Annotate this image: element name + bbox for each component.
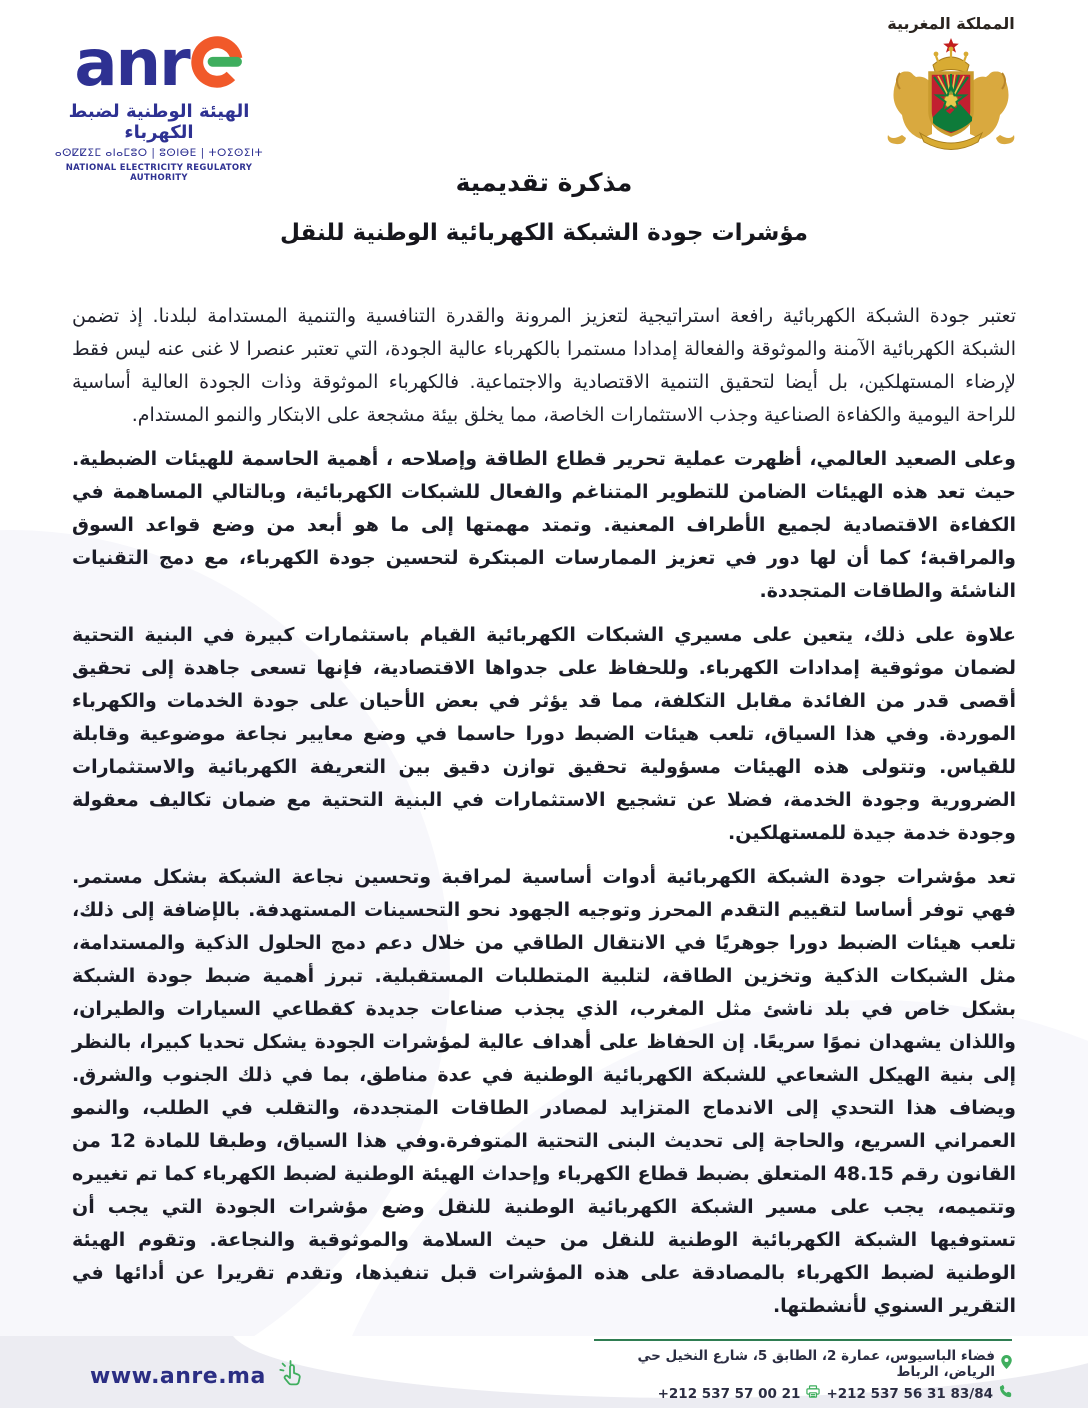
website-link[interactable]: www.anre.ma	[90, 1363, 266, 1389]
anre-wordmark	[54, 28, 264, 99]
footer-divider	[594, 1339, 1012, 1341]
phone-number: +212 537 56 31 83/84	[826, 1385, 993, 1402]
location-pin-icon	[1001, 1355, 1012, 1373]
anre-logo	[54, 28, 264, 183]
fax-number: +212 537 57 00 21	[657, 1385, 801, 1402]
click-hand-icon	[278, 1360, 306, 1392]
morocco-coat-of-arms-icon	[876, 138, 1026, 157]
footer-contact-block	[594, 1339, 1012, 1402]
logo-english-name: NATIONAL ELECTRICITY REGULATORY AUTHORITY	[65, 163, 253, 183]
page-title: مذكرة تقديمية	[455, 168, 633, 197]
paragraph-3: علاوة على ذلك، يتعين على مسيري الشبكات الكهربائية القيام باستثمارات كبيرة في البنية التحتية لضمان موثوقية إمدادات الكهرباء. وللحفاظ على جدواها الاقتصادية، فإنها تسعى جاهدة إلى تحقيق أقصى قدر من الفائدة مقابل التكلفة، مما قد يؤثر في بعض الأحيان على جودة الخدمات والكهرباء الموردة. وفي هذا السياق، تلعب هيئات الضبط دورا حاسما في وضع معايير نجاعة موضوعية وقابلة للقياس. وتتولى هذه الهيئات مسؤولية تحقيق توازن دقيق بين التعريفة الكهربائية والاستثمارات الضرورية وجودة الخدمة، فضلا عن تشجيع الاستثمارات في البنية التحتية مع ضمان تكاليف معقولة وجودة خدمة جيدة للمستهلكين.	[72, 624, 1016, 844]
wordmark-letters: anr	[74, 26, 189, 101]
fax-printer-icon	[806, 1385, 820, 1402]
address-line	[594, 1348, 1012, 1380]
phone-icon	[999, 1385, 1012, 1402]
logo-tifinagh-name: ⴰⵙⵇⵇⵉⵎ ⴰⵏⴰⵎⵓⵔ | ⵓⵙⵏⴱⴹ | ⵜⵔⵉⵙⵉⵏⵜ	[54, 147, 264, 159]
paragraph-4: تعد مؤشرات جودة الشبكة الكهربائية أدوات أساسية لمراقبة وتحسين نجاعة الشبكة بشكل مستمر. فهي توفر أساسا لتقييم التقدم المحرز وتوجيه الجهود نحو التحسينات المستهدفة. بالإضافة إلى ذلك، تلعب هيئات الضبط دورا جوهريًا في الانتقال الطاقي من خلال دعم دمج الحلول الذكية والمستدامة، مثل الشبكات الذكية وتخزين الطاقة، لتلبية المتطلبات المستقبلية. تبرز أهمية ضبط جودة الشبكة بشكل خاص في بلد ناشئ مثل المغرب، الذي يجذب صناعات جديدة كقطاعي السيارات والطيران، واللذان يشهدان نموًا سريعًا. إن الحفاظ على أهداف عالية لمؤشرات الجودة يشكل تحديا كبيرا، بالنظر إلى بنية الهيكل الشعاعي للشبكة الكهربائية الوطنية في عدة مناطق، بما في ذلك الجنوب والشرق. ويضاف هذا التحدي إلى الاندماج المتزايد لمصادر الطاقات المتجددة، والتقلب في الطلب، والنمو العمراني السريع، والحاجة إلى تحديث البنى التحتية المتوفرة.وفي هذا السياق، وطبقا للمادة 12 من القانون رقم 48.15 المتعلق بضبط قطاع الكهرباء وإحداث الهيئة الوطنية لضبط الكهرباء كما تم تغييره وتتميمه، يجب على مسير الشبكة الكهربائية الوطنية للنقل وضع مؤشرات الجودة التي يجب أن تستوفيها الشبكة الكهربائية الوطنية للنقل من حيث السلامة والموثوقية والنجاعة. وتقوم الهيئة الوطنية لضبط الكهرباء بالمصادقة على هذه المؤشرات قبل تنفيذها، وتقدم تقريرا عن أدائها في التقرير السنوي لأنشطتها.	[72, 866, 1016, 1317]
paragraph-1: تعتبر جودة الشبكة الكهربائية رافعة استراتيجية لتعزيز المرونة والقدرة التنافسية والتنمية المستدامة لبلدنا. إذ تضمن الشبكة الكهربائية الآمنة والموثوقة والفعالة إمدادا مستمرا بالكهرباء عالية الجودة، التي تعتبر عنصرا لا غنى عنه ليس فقط لإرضاء المستهلكين، بل أيضا لتحقيق التنمية الاقتصادية والاجتماعية. فالكهرباء الموثوقة وذات الجودة العالية أساسية للراحة اليومية والكفاءة الصناعية وجذب الاستثمارات الخاصة، مما يخلق بيئة مشجعة على الابتكار والنمو المستدام.	[72, 305, 1016, 426]
logo-e-icon	[189, 28, 244, 99]
kingdom-label: المملكة المغربية	[887, 14, 1015, 33]
paragraph-2: وعلى الصعيد العالمي، أظهرت عملية تحرير قطاع الطاقة وإصلاحه ، أهمية الحاسمة للهيئات الضبطية. حيث تعد هذه الهيئات الضامن للتطوير المتناغم والفعال للشبكات الكهربائية، وبالتالي المساهمة في الكفاءة الاقتصادية لجميع الأطراف المعنية. وتمتد مهمتها إلى ما هو أبعد من وضع قواعد السوق والمراقبة؛ كما أن لها دور في تعزيز الممارسات المبتكرة لتحسين جودة الكهرباء، مع دمج التقنيات الناشئة والطاقات المتجددة.	[72, 448, 1016, 602]
phone-line	[594, 1385, 1012, 1402]
address-text: فضاء الباسيوس، عمارة 2، الطابق 5، شارع النخيل حي الرياض، الرباط	[637, 1348, 995, 1380]
page-subtitle: مؤشرات جودة الشبكة الكهربائية الوطنية للنقل	[279, 220, 809, 246]
document-body	[72, 300, 1016, 1334]
logo-arabic-name: الهيئة الوطنية لضبط الكهرباء	[68, 101, 250, 143]
kingdom-emblem-block	[866, 14, 1036, 157]
footer-website-block	[90, 1360, 306, 1392]
